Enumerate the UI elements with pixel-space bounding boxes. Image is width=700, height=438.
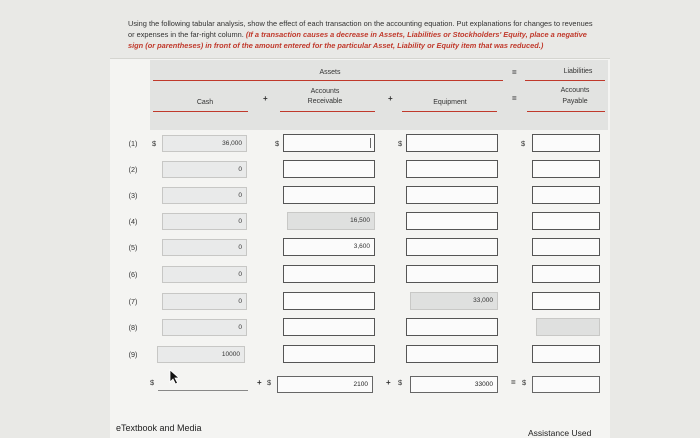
row-8-label: (8) — [128, 323, 138, 332]
col-ap-line2: Payable — [562, 98, 588, 105]
row-7-cash-input[interactable]: 0 — [162, 293, 247, 310]
total-cash-dollar: $ — [150, 378, 155, 387]
row-7-equipment-input[interactable]: 33,000 — [410, 292, 498, 310]
row-1-ap-input[interactable] — [532, 134, 600, 152]
row1-equipment-dollar: $ — [398, 139, 403, 148]
row-3-label: (3) — [128, 191, 138, 200]
row-1-cash-input[interactable]: 36,000 — [162, 135, 247, 152]
row-2-ap-input[interactable] — [532, 160, 600, 178]
total-ap-dollar: $ — [522, 378, 527, 387]
row-6-ap-input[interactable] — [532, 265, 600, 283]
row-9-equipment-input[interactable] — [406, 345, 498, 363]
ar-underline — [280, 111, 375, 112]
group-assets: Assets — [319, 69, 341, 76]
ap-underline — [527, 111, 605, 112]
col-equipment: Equipment — [433, 99, 467, 106]
row-8-cash-input[interactable]: 0 — [162, 319, 247, 336]
row-5-equipment-input[interactable] — [406, 238, 498, 256]
row-6-ar-input[interactable] — [283, 265, 375, 283]
row-5-ap-input[interactable] — [532, 238, 600, 256]
row-5-ar-input[interactable]: 3,600 — [283, 238, 375, 256]
row-6-label: (6) — [128, 270, 138, 279]
row-7-ap-input[interactable] — [532, 292, 600, 310]
total-equals: = — [511, 378, 516, 387]
total-plus-1: + — [257, 378, 262, 387]
total-ar-dollar: $ — [267, 378, 272, 387]
row-4-cash-input[interactable]: 0 — [162, 213, 247, 230]
row-5-cash-input[interactable]: 0 — [162, 239, 247, 256]
row1-ar-dollar: $ — [275, 139, 280, 148]
total-equipment-dollar: $ — [398, 378, 403, 387]
row-3-ar-input[interactable] — [283, 186, 375, 204]
row-4-ap-input[interactable] — [532, 212, 600, 230]
liabilities-underline — [525, 80, 605, 81]
header-equals: = — [512, 68, 517, 77]
row-9-label: (9) — [128, 350, 138, 359]
row-3-cash-input[interactable]: 0 — [162, 187, 247, 204]
header-equals-2: = — [512, 94, 517, 103]
row-5-label: (5) — [128, 243, 138, 252]
row-1-label: (1) — [128, 139, 138, 148]
row-8-equipment-input[interactable] — [406, 318, 498, 336]
total-ap — [532, 376, 600, 393]
table-header — [150, 60, 608, 130]
assets-underline — [153, 80, 503, 81]
row-2-label: (2) — [128, 165, 138, 174]
group-liabilities: Liabilities — [563, 68, 593, 75]
instructions-text: Using the following tabular analysis, show the effect of each transaction on the accounting equation. Put explanations for changes to revenues or expenses in the far-right column. — [128, 19, 593, 39]
row-1-equipment-input[interactable] — [406, 134, 498, 152]
row-6-cash-input[interactable]: 0 — [162, 266, 247, 283]
total-equipment: 33000 — [410, 376, 498, 393]
etextbook-media-link[interactable]: eTextbook and Media — [116, 423, 202, 433]
header-plus-1: + — [263, 94, 268, 103]
cash-underline — [153, 111, 248, 112]
assistance-used-link[interactable]: Assistance Used — [528, 428, 592, 438]
col-ap-line1: Accounts — [560, 87, 590, 94]
equipment-underline — [402, 111, 497, 112]
row-6-equipment-input[interactable] — [406, 265, 498, 283]
total-ar: 2100 — [277, 376, 373, 393]
total-plus-2: + — [386, 378, 391, 387]
row-2-cash-input[interactable]: 0 — [162, 161, 247, 178]
row-1-ar-input[interactable] — [283, 134, 375, 152]
col-ar-line1: Accounts — [310, 88, 340, 95]
row-9-cash-input[interactable]: 10000 — [157, 346, 245, 363]
row-9-ar-input[interactable] — [283, 345, 375, 363]
row-2-equipment-input[interactable] — [406, 160, 498, 178]
mouse-pointer-icon — [168, 369, 182, 385]
row-4-equipment-input[interactable] — [406, 212, 498, 230]
row-8-ar-input[interactable] — [283, 318, 375, 336]
header-plus-2: + — [388, 94, 393, 103]
row-4-ar-input[interactable]: 16,500 — [287, 212, 375, 230]
row1-cash-dollar: $ — [152, 139, 157, 148]
col-cash: Cash — [196, 99, 214, 106]
row-3-equipment-input[interactable] — [406, 186, 498, 204]
instructions — [128, 18, 598, 51]
row-8-ap-input[interactable] — [536, 318, 600, 336]
row-3-ap-input[interactable] — [532, 186, 600, 204]
instructions-emphasis: (If a transaction causes a decrease in Assets, Liabilities or Stockholders' Equity, place a negative sign (or parentheses) in front of the amount entered for the particular Asset, Liability or Equity item that was reduced.) — [128, 30, 587, 50]
row-2-ar-input[interactable] — [283, 160, 375, 178]
row1-ap-dollar: $ — [521, 139, 526, 148]
row-4-label: (4) — [128, 217, 138, 226]
col-ar-line2: Receivable — [307, 98, 343, 105]
row-7-ar-input[interactable] — [283, 292, 375, 310]
row-9-ap-input[interactable] — [532, 345, 600, 363]
row-7-label: (7) — [128, 297, 138, 306]
